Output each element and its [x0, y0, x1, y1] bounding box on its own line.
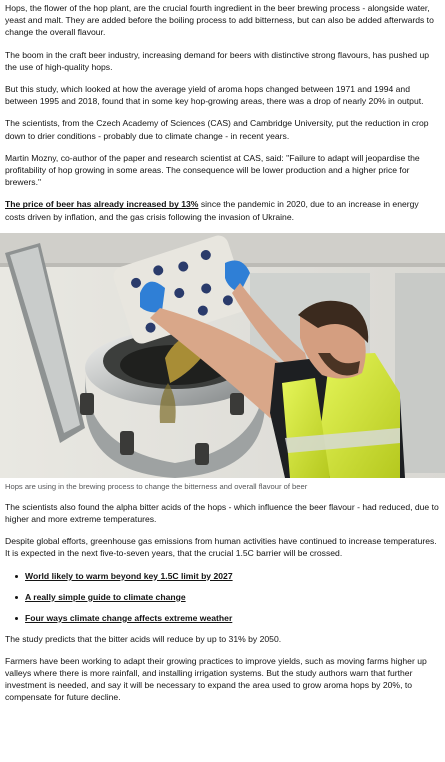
- brewer-photo-illustration: [0, 233, 445, 478]
- paragraph-scientists: The scientists, from the Czech Academy of Sciences (CAS) and Cambridge University, put the reduction in crop down to drier conditions - probably due to climate change - in recent years.: [5, 118, 429, 141]
- related-link-item: [15, 570, 440, 582]
- paragraph-prediction: The study predicts that the bitter acids will reduce by up to 31% by 2050.: [5, 633, 282, 644]
- paragraph-alpha-acids: The scientists also found the alpha bitter acids of the hops - which influence the beer flavour - had reduced, due to higher and more extreme temperatures.: [5, 501, 439, 525]
- bullet-icon: [15, 575, 18, 578]
- paragraph-craft-beer: The boom in the craft beer industry, increasing demand for beers with distinctive strong flavours, has pushed up the use of high-quality hops.: [5, 49, 430, 72]
- related-link-climate-guide[interactable]: A really simple guide to climate change: [25, 591, 186, 602]
- bullet-icon: [15, 596, 18, 599]
- beer-price-text: since the pandemic in 2020, due to an increase in energy costs driven by inflation, and the gas crisis following the invasion of Ukraine.: [5, 199, 419, 222]
- paragraph-farmers: Farmers have been working to adapt their growing practices to improve yields, such as moving farms higher up valleys where there is more rainfall, and installing irrigation systems. But the study authors warn that further investment is needed, and say it will be necessary to expand the area used to grow aroma hops by 20%, to compensate for future decline.: [5, 655, 427, 703]
- related-link-warm-limit[interactable]: World likely to warm beyond key 1.5C limit by 2027: [25, 570, 233, 581]
- paragraph-beer-price: [5, 198, 440, 222]
- paragraph-study-yield: But this study, which looked at how the average yield of aroma hops changed between 1971 and 1994 and between 1995 and 2018, found that in some key hop-growing areas, there was a drop of nearly 20% in output.: [5, 84, 424, 107]
- beer-price-link[interactable]: The price of beer has already increased by 13%: [5, 199, 199, 210]
- paragraph-emissions: Despite global efforts, greenhouse gas emissions from human activities have continued to increase temperatures. It is expected in the next five-to-seven years, that the crucial 1.5C barrier will be crossed.: [5, 536, 437, 559]
- paragraph-hops-intro: Hops, the flower of the hop plant, are the crucial fourth ingredient in the beer brewing process - alongside water, yeast and malt. They are added before the boiling process to add bitterness, but can also be added afterwards to change the overall flavour.: [5, 3, 434, 38]
- paragraph-quote: Martin Mozny, co-author of the paper and research scientist at CAS, said: "Failure to adapt will jeopardise the profitability of hop growing in some areas. The consequence will be lower production and a higher price for brewers.": [5, 152, 420, 188]
- image-caption: Hops are using in the brewing process to change the bitterness and overall flavour of beer: [5, 481, 308, 491]
- related-link-item: [15, 591, 440, 603]
- related-link-item: [15, 612, 440, 624]
- related-link-extreme-weather[interactable]: Four ways climate change affects extreme weather: [25, 612, 233, 623]
- brewer-photo: [0, 233, 445, 478]
- article-figure: [0, 233, 445, 492]
- related-links-list: [5, 570, 440, 624]
- bullet-icon: [15, 617, 18, 620]
